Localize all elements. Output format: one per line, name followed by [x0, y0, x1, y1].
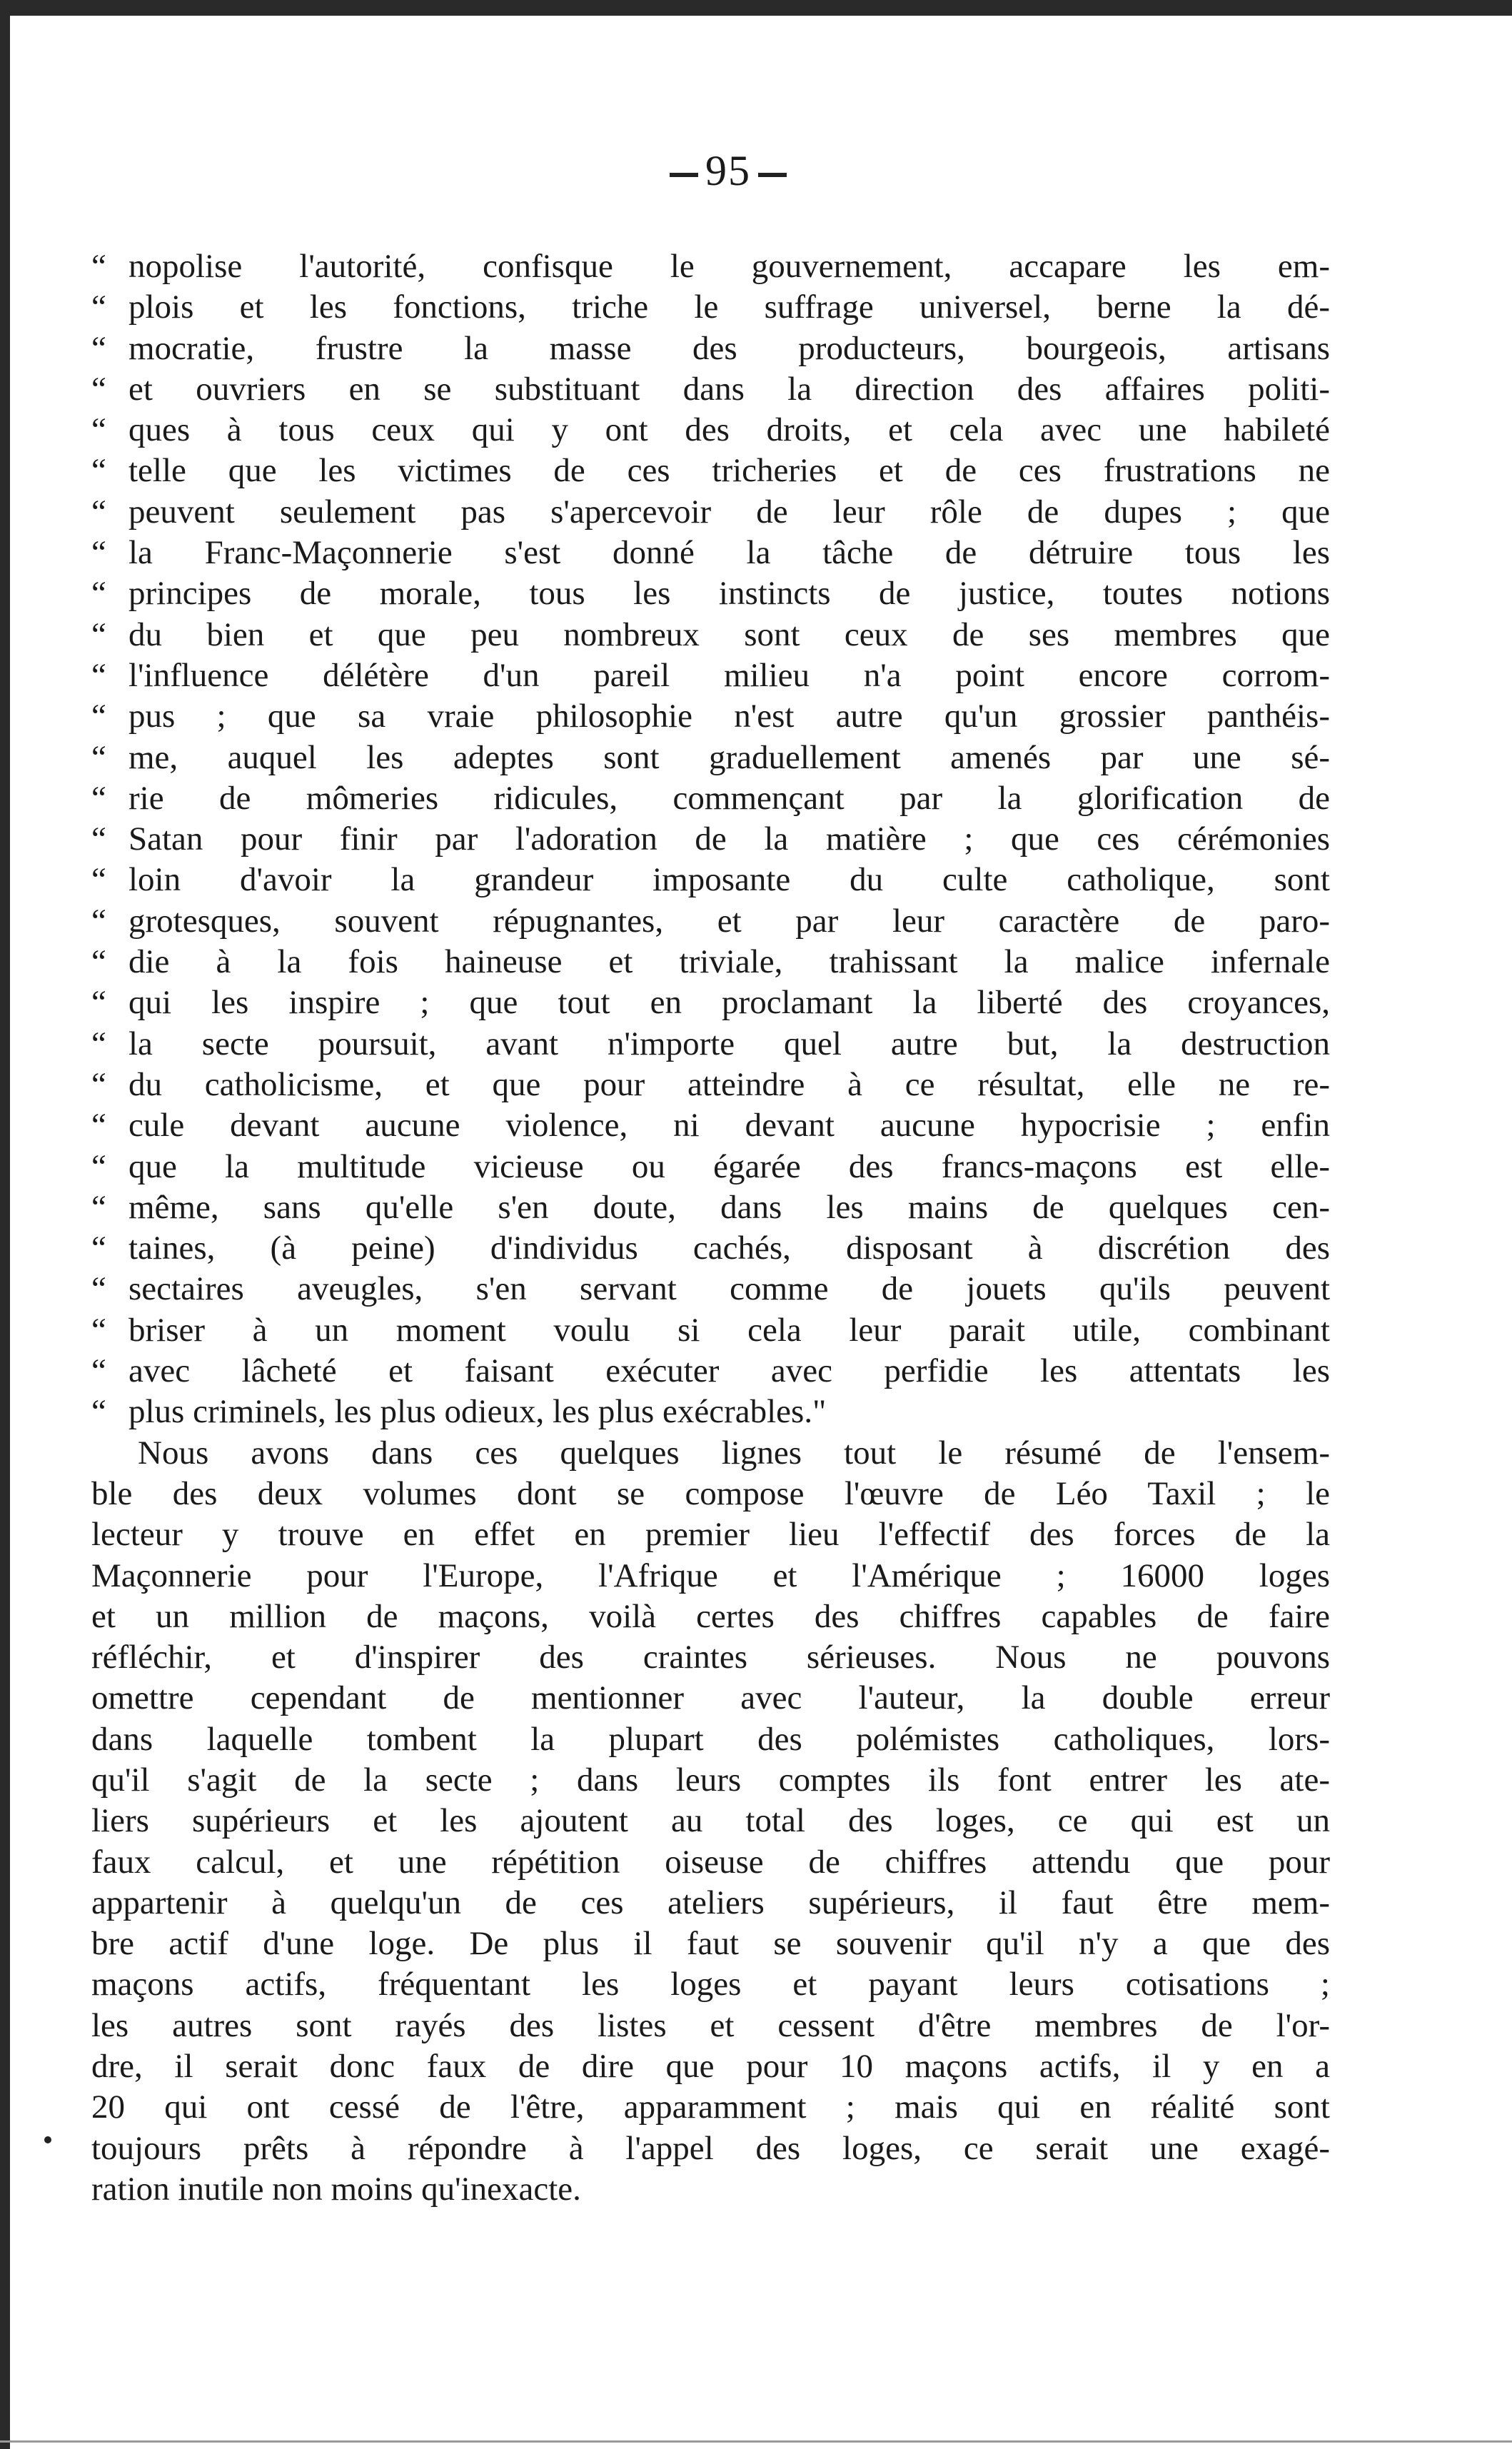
quote-mark: “: [91, 984, 106, 1022]
quote-mark: “: [91, 534, 106, 572]
quoted-line-text: telle que les victimes de ces tricheries et de ces frustrations ne: [128, 452, 1330, 490]
paragraph-line: dans laquelle tombent la plupart des polémistes catholiques, lors-: [91, 1720, 1330, 1758]
quoted-line-text: Satan pour finir par l'adoration de la matière ; que ces cérémonies: [128, 820, 1330, 858]
quoted-line: [91, 573, 1330, 614]
quote-mark: “: [91, 779, 106, 817]
paragraph-line: ration inutile non moins qu'inexacte.: [91, 2170, 581, 2208]
quoted-line-text: me, auquel les adeptes sont graduellement amenés par une sé-: [128, 738, 1330, 776]
quoted-line-text: qui les inspire ; que tout en proclamant la liberté des croyances,: [128, 984, 1330, 1022]
page-number-dash-left: [670, 173, 698, 177]
quoted-line: [91, 1351, 1330, 1392]
quoted-line-text: l'influence délétère d'un pareil milieu n'a point encore corrom-: [128, 656, 1330, 694]
quoted-line: [91, 1147, 1330, 1187]
quote-mark: “: [91, 902, 106, 940]
quoted-line: [91, 982, 1330, 1023]
quoted-line-text: briser à un moment voulu si cela leur parait utile, combinant: [128, 1311, 1330, 1349]
quoted-line: [91, 1269, 1330, 1309]
quote-mark: “: [91, 1147, 106, 1185]
paragraph-line: ble des deux volumes dont se compose l'œuvre de Léo Taxil ; le: [91, 1474, 1330, 1512]
quoted-line-text: mocratie, frustre la masse des producteurs, bourgeois, artisans: [128, 329, 1330, 367]
quoted-line: [91, 1310, 1330, 1351]
quoted-line: [91, 696, 1330, 737]
quoted-line: [91, 1392, 1330, 1432]
quoted-line-text: rie de mômeries ridicules, commençant par la glorification de: [128, 779, 1330, 817]
quote-mark: “: [91, 861, 106, 899]
page-number: [642, 146, 814, 196]
quote-mark: “: [91, 1025, 106, 1062]
quoted-line: [91, 410, 1330, 451]
quoted-line: [91, 492, 1330, 533]
quoted-line: [91, 328, 1330, 369]
quoted-line: [91, 655, 1330, 696]
quote-mark: “: [91, 615, 106, 653]
quote-mark: “: [91, 411, 106, 449]
quote-mark: “: [91, 698, 106, 735]
quote-mark: “: [91, 329, 106, 367]
body-paragraph: [91, 1433, 1330, 2211]
quoted-line-text: du bien et que peu nombreux sont ceux de ses membres que: [128, 615, 1330, 653]
quoted-line: [91, 1187, 1330, 1228]
paragraph-line: faux calcul, et une répétition oiseuse de chiffres attendu que pour: [91, 1843, 1330, 1881]
margin-mark: [44, 2136, 51, 2143]
quoted-line: [91, 778, 1330, 819]
quote-mark: “: [91, 1188, 106, 1226]
quote-mark: “: [91, 575, 106, 613]
quoted-line-text: du catholicisme, et que pour atteindre à ce résultat, elle ne re-: [128, 1065, 1330, 1103]
quote-mark: “: [91, 738, 106, 776]
paragraph-line: lecteur y trouve en effet en premier lieu l'effectif des forces de la: [91, 1516, 1330, 1554]
quoted-line-text: principes de morale, tous les instincts de justice, toutes notions: [128, 575, 1330, 613]
paragraph-line: Maçonnerie pour l'Europe, l'Afrique et l'Amérique ; 16000 loges: [91, 1557, 1330, 1594]
quoted-line-text: avec lâcheté et faisant exécuter avec perfidie les attentats les: [128, 1352, 1330, 1390]
quote-mark: “: [91, 452, 106, 490]
paragraph-line: qu'il s'agit de la secte ; dans leurs comptes ils font entrer les ate-: [91, 1761, 1330, 1799]
quote-mark: “: [91, 248, 106, 285]
top-border: [0, 0, 1512, 16]
quoted-line: [91, 942, 1330, 982]
paragraph-line: Nous avons dans ces quelques lignes tout le résumé de l'ensem-: [138, 1434, 1330, 1472]
quoted-line-text: ques à tous ceux qui y ont des droits, et cela avec une habileté: [128, 411, 1330, 449]
quoted-line-text: nopolise l'autorité, confisque le gouvernement, accapare les em-: [128, 248, 1330, 285]
quoted-line-text: plus criminels, les plus odieux, les plus exécrables.": [128, 1393, 827, 1431]
quote-mark: “: [91, 1065, 106, 1103]
paragraph-line: réfléchir, et d'inspirer des craintes sérieuses. Nous ne pouvons: [91, 1639, 1330, 1676]
quoted-line: [91, 819, 1330, 860]
quoted-line: [91, 533, 1330, 573]
quoted-line-text: la Franc-Maçonnerie s'est donné la tâche de détruire tous les: [128, 534, 1330, 572]
quote-mark: “: [91, 656, 106, 694]
paragraph-line: toujours prêts à répondre à l'appel des loges, ce serait une exagé-: [91, 2129, 1330, 2167]
quoted-line-text: et ouvriers en se substituant dans la direction des affaires politi-: [128, 370, 1330, 408]
paragraph-line: omettre cependant de mentionner avec l'auteur, la double erreur: [91, 1679, 1330, 1717]
quoted-line: [91, 1024, 1330, 1065]
quoted-line-text: que la multitude vicieuse ou égarée des francs-maçons est elle-: [128, 1147, 1330, 1185]
quoted-line-text: peuvent seulement pas s'apercevoir de leur rôle de dupes ; que: [128, 493, 1330, 530]
quote-mark: “: [91, 288, 106, 326]
quote-mark: “: [91, 493, 106, 530]
quote-mark: “: [91, 1107, 106, 1145]
paragraph-line: liers supérieurs et les ajoutent au total des loges, ce qui est un: [91, 1802, 1330, 1840]
paragraph-line: maçons actifs, fréquentant les loges et payant leurs cotisations ;: [91, 1966, 1330, 2003]
quoted-line-text: die à la fois haineuse et triviale, trahissant la malice infernale: [128, 943, 1330, 981]
page-number-dash-right: [758, 173, 787, 177]
quoted-line: [91, 369, 1330, 410]
quoted-line-text: même, sans qu'elle s'en doute, dans les mains de quelques cen-: [128, 1188, 1330, 1226]
quoted-line: [91, 1105, 1330, 1146]
quoted-line-text: taines, (à peine) d'individus cachés, disposant à discrétion des: [128, 1229, 1330, 1267]
quote-mark: “: [91, 943, 106, 981]
left-border: [0, 0, 10, 2449]
quoted-line-text: grotesques, souvent répugnantes, et par leur caractère de paro-: [128, 902, 1330, 940]
paragraph-line: et un million de maçons, voilà certes des chiffres capables de faire: [91, 1597, 1330, 1635]
paragraph-line: bre actif d'une loge. De plus il faut se souvenir qu'il n'y a que des: [91, 1925, 1330, 1963]
quote-mark: “: [91, 1270, 106, 1308]
paragraph-line: appartenir à quelqu'un de ces ateliers supérieurs, il faut être mem-: [91, 1884, 1330, 1921]
quoted-line: [91, 451, 1330, 491]
quote-mark: “: [91, 1393, 106, 1431]
quote-mark: “: [91, 1229, 106, 1267]
quoted-passage: [91, 246, 1330, 1433]
quoted-line-text: plois et les fonctions, triche le suffrage universel, berne la dé-: [128, 288, 1330, 326]
quoted-line: [91, 738, 1330, 778]
paragraph-line: 20 qui ont cessé de l'être, apparamment ; mais qui en réalité sont: [91, 2088, 1330, 2126]
quoted-line: [91, 1065, 1330, 1105]
paragraph-line: dre, il serait donc faux de dire que pour 10 maçons actifs, il y en a: [91, 2048, 1330, 2086]
quote-mark: “: [91, 370, 106, 408]
page-body: [91, 246, 1330, 2210]
quoted-line: [91, 287, 1330, 328]
quoted-line: [91, 860, 1330, 900]
quote-mark: “: [91, 1311, 106, 1349]
quoted-line: [91, 1228, 1330, 1269]
quoted-line: [91, 901, 1330, 942]
quoted-line-text: loin d'avoir la grandeur imposante du culte catholique, sont: [128, 861, 1330, 899]
quoted-line-text: cule devant aucune violence, ni devant aucune hypocrisie ; enfin: [128, 1107, 1330, 1145]
quoted-line-text: pus ; que sa vraie philosophie n'est autre qu'un grossier panthéis-: [128, 698, 1330, 735]
quoted-line: [91, 615, 1330, 655]
quoted-line-text: la secte poursuit, avant n'importe quel autre but, la destruction: [128, 1025, 1330, 1062]
page-number-text: 95: [705, 147, 751, 194]
quote-mark: “: [91, 1352, 106, 1390]
quoted-line-text: sectaires aveugles, s'en servant comme de jouets qu'ils peuvent: [128, 1270, 1330, 1308]
quote-mark: “: [91, 820, 106, 858]
quoted-line: [91, 246, 1330, 287]
paragraph-line: les autres sont rayés des listes et cessent d'être membres de l'or-: [91, 2006, 1330, 2044]
bottom-border: [0, 2440, 1512, 2443]
